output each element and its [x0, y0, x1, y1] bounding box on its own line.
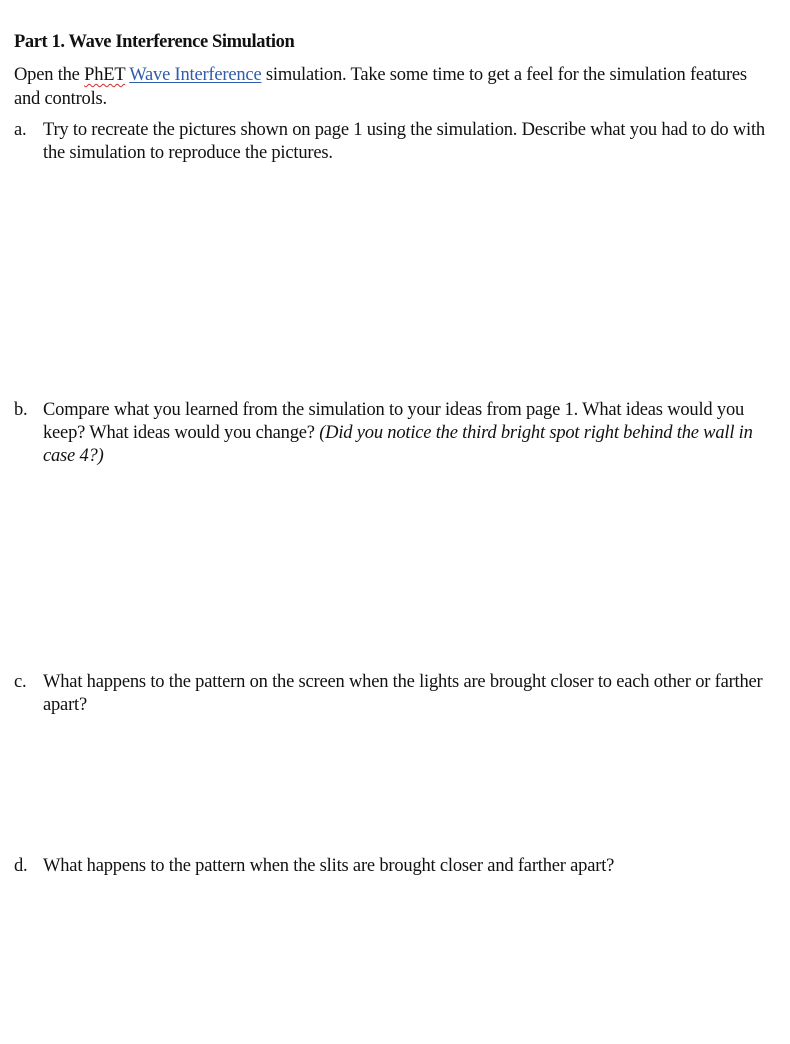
question-marker: a. — [14, 120, 27, 140]
question-c — [14, 671, 776, 717]
wave-interference-link[interactable]: Wave Interference — [129, 65, 262, 85]
question-marker: b. — [14, 400, 28, 420]
question-marker: c. — [14, 672, 27, 692]
question-a — [14, 119, 776, 165]
question-marker: d. — [14, 856, 28, 876]
question-text-main: What happens to the pattern on the screen when the lights are brought closer to each other or farther apart? — [43, 672, 763, 715]
question-d — [14, 855, 776, 878]
question-hint: (Did you notice the third bright spot right behind the wall in case 4?) — [43, 423, 753, 466]
intro-paragraph — [14, 63, 776, 111]
section-heading: Part 1. Wave Interference Simulation — [14, 32, 295, 52]
question-b — [14, 399, 776, 468]
question-text-main: Compare what you learned from the simulation to your ideas from page 1. What ideas would you keep? What ideas would you change? — [43, 400, 745, 443]
question-text — [43, 119, 776, 165]
question-text-main: Try to recreate the pictures shown on page 1 using the simulation. Describe what you had to do with the simulation to reproduce the pictures. — [43, 120, 765, 163]
question-text — [43, 671, 776, 717]
question-text — [43, 399, 776, 468]
phet-word: PhET — [84, 65, 126, 85]
intro-prefix: Open the — [14, 65, 85, 85]
document-page — [14, 30, 776, 876]
question-text — [43, 855, 776, 878]
intro-suffix: simulation. Take some time to get a feel for the simulation features and controls. — [14, 65, 747, 109]
question-text-main: What happens to the pattern when the slits are brought closer and farther apart? — [43, 856, 615, 876]
